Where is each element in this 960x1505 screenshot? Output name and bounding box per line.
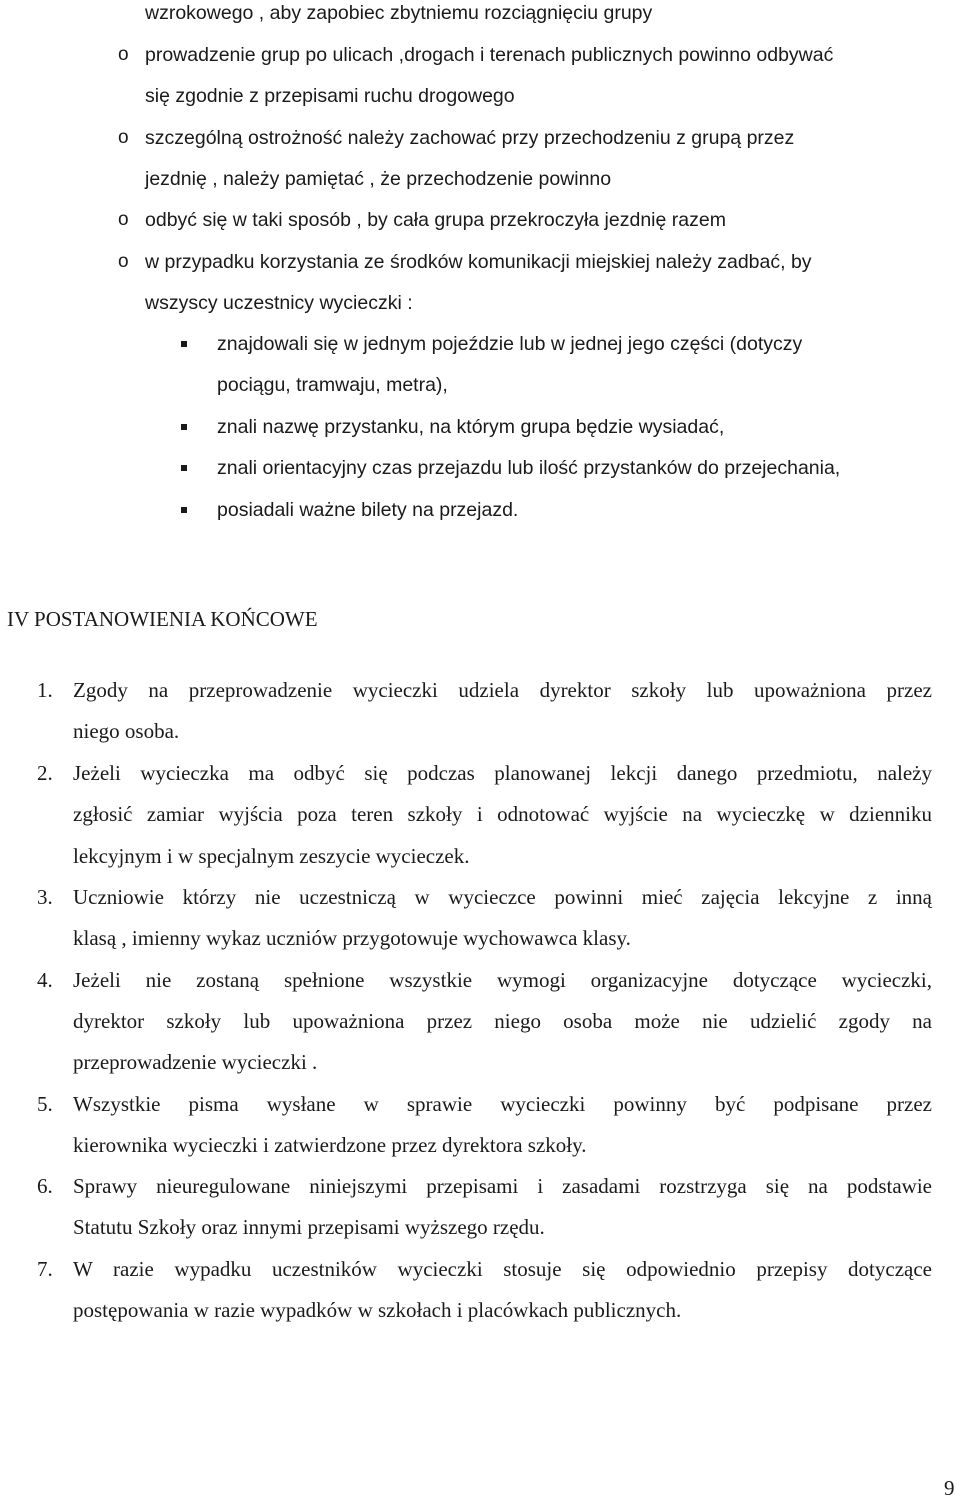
page-number: 9 bbox=[944, 1476, 955, 1500]
item-line: Jeżeli nie zostaną spełnione wszystkie wymogi organizacyjne dotyczące wycieczki, bbox=[73, 968, 932, 992]
item-line: W razie wypadku uczestników wycieczki stosuje się odpowiednio przepisy dotyczące bbox=[73, 1257, 932, 1281]
intro-line: prowadzenie grup po ulicach ,drogach i terenach publicznych powinno odbywać bbox=[145, 44, 834, 66]
item-number: 3. bbox=[37, 885, 53, 909]
item-line: Uczniowie którzy nie uczestniczą w wycieczce powinni mieć zajęcia lekcyjne z inną bbox=[73, 885, 932, 909]
item-line: klasą , imienny wykaz uczniów przygotowuje wychowawca klasy. bbox=[73, 926, 631, 950]
sub-list-line: posiadali ważne bilety na przejazd. bbox=[217, 499, 519, 521]
sub-list-line: znajdowali się w jednym pojeździe lub w jednej jego części (dotyczy bbox=[217, 333, 803, 355]
intro-line: szczególną ostrożność należy zachować przy przechodzeniu z grupą przez bbox=[145, 127, 795, 149]
intro-line: się zgodnie z przepisami ruchu drogowego bbox=[145, 85, 515, 107]
item-number: 7. bbox=[37, 1257, 53, 1281]
hollow-bullet-icon: o bbox=[118, 251, 129, 272]
intro-line: wzrokowego , aby zapobiec zbytniemu rozciągnięciu grupy bbox=[145, 2, 653, 24]
square-bullet-icon bbox=[181, 424, 187, 430]
square-bullet-icon bbox=[181, 507, 187, 513]
section-heading: IV POSTANOWIENIA KOŃCOWE bbox=[7, 607, 318, 631]
item-line: zgłosić zamiar wyjścia poza teren szkoły i odnotować wyjście na wycieczkę w dzienniku bbox=[73, 802, 932, 826]
item-line: Zgody na przeprowadzenie wycieczki udziela dyrektor szkoły lub upoważniona przez bbox=[73, 678, 932, 702]
hollow-bullet-icon: o bbox=[118, 127, 129, 148]
item-line: niego osoba. bbox=[73, 719, 180, 743]
item-number: 6. bbox=[37, 1174, 53, 1198]
hollow-bullet-icon: o bbox=[118, 44, 129, 65]
item-number: 5. bbox=[37, 1092, 53, 1116]
item-line: Statutu Szkoły oraz innymi przepisami wyższego rzędu. bbox=[73, 1215, 545, 1239]
item-line: postępowania w razie wypadków w szkołach i placówkach publicznych. bbox=[73, 1298, 682, 1322]
item-line: lekcyjnym i w specjalnym zeszycie wycieczek. bbox=[73, 844, 470, 868]
item-number: 1. bbox=[37, 678, 53, 702]
sub-list-line: pociągu, tramwaju, metra), bbox=[217, 374, 448, 396]
square-bullet-icon bbox=[181, 341, 187, 347]
intro-line: wszyscy uczestnicy wycieczki : bbox=[145, 292, 413, 314]
item-line: dyrektor szkoły lub upoważniona przez niego osoba może nie udzielić zgody na bbox=[73, 1009, 932, 1033]
square-bullet-icon bbox=[181, 465, 187, 471]
item-line: Jeżeli wycieczka ma odbyć się podczas planowanej lekcji danego przedmiotu, należy bbox=[73, 761, 932, 785]
hollow-bullet-icon: o bbox=[118, 209, 129, 230]
sub-list-line: znali orientacyjny czas przejazdu lub ilość przystanków do przejechania, bbox=[217, 457, 841, 479]
item-line: przeprowadzenie wycieczki . bbox=[73, 1050, 318, 1074]
item-number: 4. bbox=[37, 968, 53, 992]
item-line: Sprawy nieuregulowane niniejszymi przepisami i zasadami rozstrzyga się na podstawie bbox=[73, 1174, 932, 1198]
intro-line: odbyć się w taki sposób , by cała grupa przekroczyła jezdnię razem bbox=[145, 209, 726, 231]
intro-line: jezdnię , należy pamiętać , że przechodzenie powinno bbox=[145, 168, 612, 190]
item-line: kierownika wycieczki i zatwierdzone przez dyrektora szkoły. bbox=[73, 1133, 587, 1157]
item-line: Wszystkie pisma wysłane w sprawie wycieczki powinny być podpisane przez bbox=[73, 1092, 932, 1116]
intro-line: w przypadku korzystania ze środków komunikacji miejskiej należy zadbać, by bbox=[145, 251, 812, 273]
sub-list-line: znali nazwę przystanku, na którym grupa będzie wysiadać, bbox=[217, 416, 725, 438]
item-number: 2. bbox=[37, 761, 53, 785]
